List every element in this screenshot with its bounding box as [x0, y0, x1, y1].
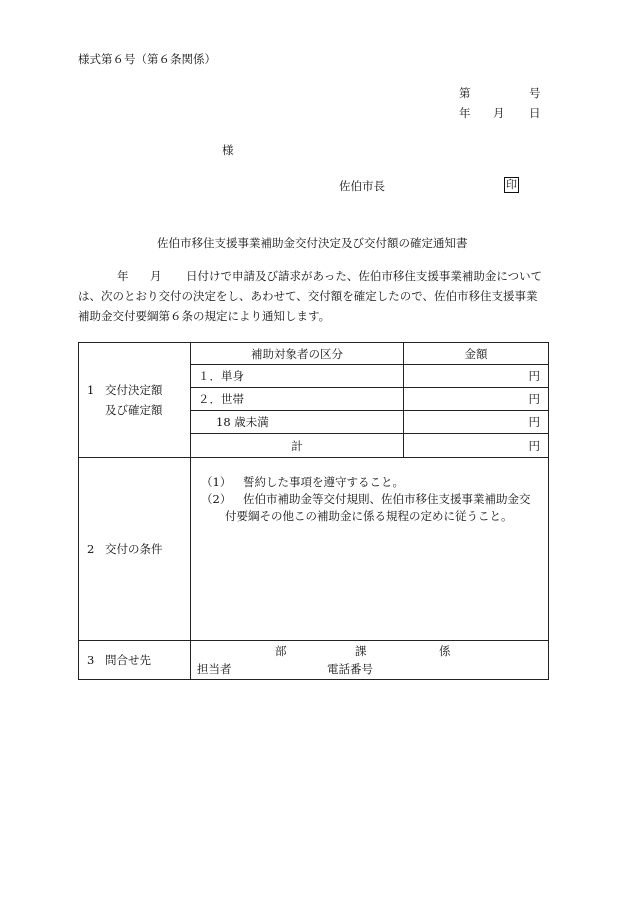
date-month-label: 月 [493, 106, 505, 120]
date-year-label: 年 [459, 106, 471, 120]
contact-cell [191, 641, 549, 680]
date-day-label: 日 [529, 106, 541, 120]
conditions-cell [191, 458, 549, 641]
body-date-month: 月 [150, 269, 162, 283]
body-line-1: 日付けで申請及び請求があった、佐伯市移住支援事業補助金について [186, 269, 543, 283]
contact-unit: 係 [439, 644, 451, 658]
contact-phone-label: 電話番号 [327, 662, 373, 676]
body-line-3: 補助金交付要綱第６条の規定により通知します。 [78, 309, 331, 323]
column-header-amount: 金額 [404, 343, 549, 365]
document-number-prefix: 第 [459, 86, 471, 100]
section-3-number: 3 [87, 653, 95, 667]
condition-1: （1） 誓約した事項を遵守すること。 [201, 475, 404, 489]
document-title: 佐伯市移住支援事業補助金交付決定及び交付額の確定通知書 [157, 236, 468, 250]
section-1-label-line2: 及び確定額 [105, 403, 163, 417]
document-number-suffix: 号 [529, 86, 541, 100]
row-single-amount: 円 [404, 365, 549, 388]
condition-2: （2） 佐伯市補助金等交付規則、佐伯市移住支援事業補助金交 付要綱その他この補助金に係る規程の定めに従うこと。 [201, 492, 531, 523]
seal-stamp: 印 [506, 178, 517, 191]
section-3-label-cell [79, 641, 191, 680]
row-single-label: １．単身 [191, 365, 404, 388]
section-2-label: 交付の条件 [105, 542, 163, 556]
contact-department: 部 [275, 644, 287, 658]
section-2-label-cell [79, 458, 191, 641]
section-2-number: 2 [87, 542, 95, 556]
form-number: 様式第６号（第６条関係） [78, 52, 216, 66]
column-header-category: 補助対象者の区分 [191, 343, 404, 365]
section-1-label-line1: 交付決定額 [105, 383, 163, 397]
row-under18-amount: 円 [404, 411, 549, 434]
row-household-label: ２．世帯 [191, 388, 404, 411]
contact-person-label: 担当者 [197, 662, 232, 676]
row-total-amount: 円 [404, 434, 549, 458]
contact-section: 課 [355, 644, 367, 658]
addressee-honorific: 様 [222, 143, 234, 157]
row-household-amount: 円 [404, 388, 549, 411]
notice-table [78, 342, 549, 680]
body-date-year: 年 [117, 269, 129, 283]
sender-name: 佐伯市長 [339, 179, 385, 193]
row-under18-text: 18 歳未満 [216, 415, 269, 429]
section-3-label: 問合せ先 [105, 653, 151, 667]
row-under18-label [191, 411, 404, 434]
section-1-number: 1 [87, 383, 95, 397]
section-1-label-cell [79, 343, 191, 458]
row-total-label: 計 [191, 434, 404, 458]
body-line-2: は、次のとおり交付の決定をし、あわせて、交付額を確定したので、佐伯市移住支援事業 [78, 289, 538, 303]
